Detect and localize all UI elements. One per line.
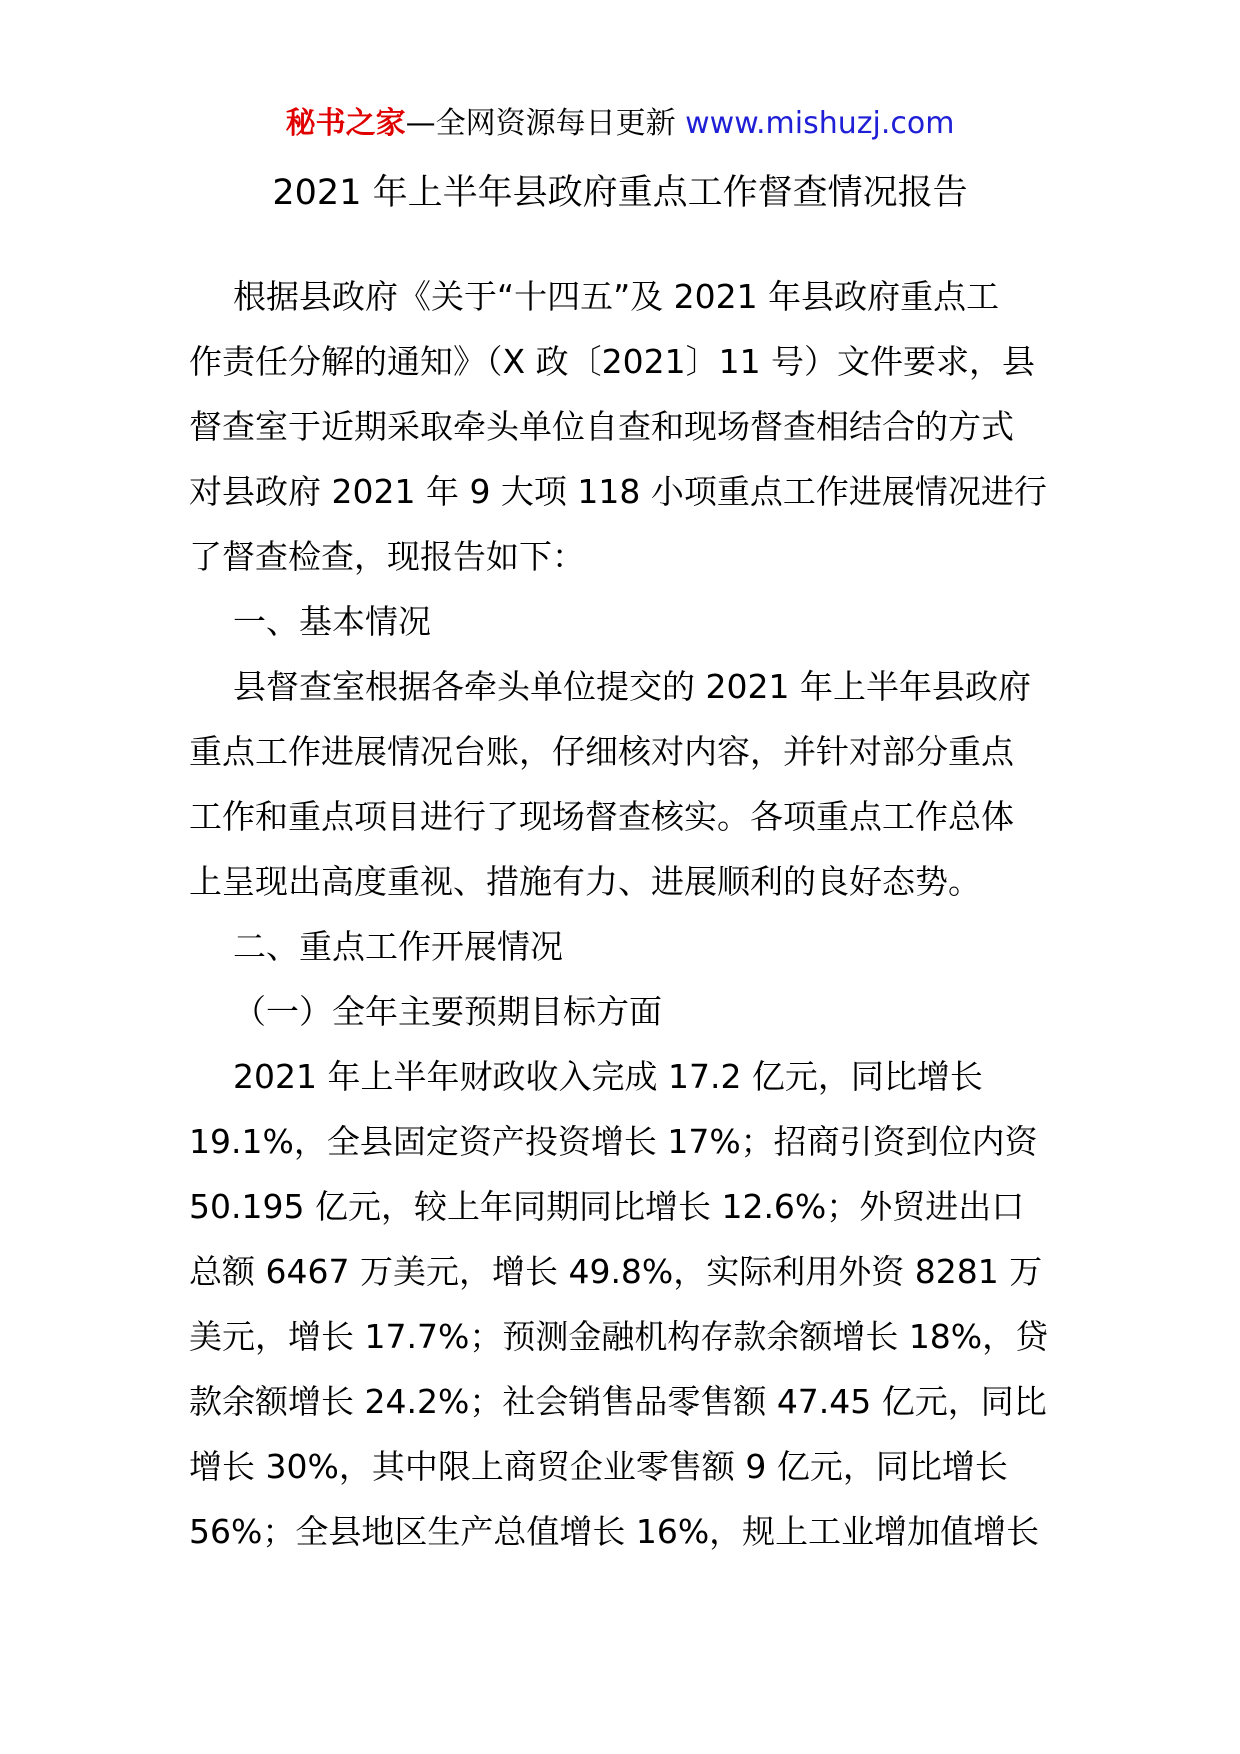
header-tagline: —全网资源每日更新 <box>405 106 686 141</box>
section-heading: 一、基本情况 <box>233 602 431 641</box>
brand-name: 秘书之家 <box>285 106 406 141</box>
paragraph-line: 总额 6467 万美元，增长 49.8%，实际利用外资 8281 万 <box>189 1252 1043 1291</box>
paragraph-line: 美元，增长 17.7%；预测金融机构存款余额增长 18%，贷 <box>189 1317 1049 1356</box>
paragraph-line: 增长 30%，其中限上商贸企业零售额 9 亿元，同比增长 <box>189 1447 1008 1486</box>
paragraph-line: 19.1%，全县固定资产投资增长 17%；招商引资到位内资 <box>189 1122 1038 1161</box>
site-header <box>0 102 1240 146</box>
paragraph-line: 上呈现出高度重视、措施有力、进展顺利的良好态势。 <box>189 862 981 901</box>
paragraph-line: 对县政府 2021 年 9 大项 118 小项重点工作进展情况进行 <box>189 472 1047 511</box>
site-url-link[interactable]: www.mishuzj.com <box>685 106 955 141</box>
paragraph-line: 重点工作进展情况台账，仔细核对内容，并针对部分重点 <box>189 732 1014 771</box>
paragraph-line: 2021 年上半年财政收入完成 17.2 亿元，同比增长 <box>233 1057 983 1096</box>
paragraph-line: 工作和重点项目进行了现场督查核实。各项重点工作总体 <box>189 797 1014 836</box>
subsection-heading: （一）全年主要预期目标方面 <box>233 992 662 1031</box>
paragraph-line: 督查室于近期采取牵头单位自查和现场督查相结合的方式 <box>189 407 1014 446</box>
paragraph-line: 了督查检查，现报告如下： <box>189 537 585 576</box>
document-body <box>189 264 1069 1564</box>
paragraph-line: 县督查室根据各牵头单位提交的 2021 年上半年县政府 <box>233 667 1031 706</box>
section-heading: 二、重点工作开展情况 <box>233 927 563 966</box>
paragraph-line: 根据县政府《关于“十四五”及 2021 年县政府重点工 <box>233 277 1000 316</box>
paragraph-line: 50.195 亿元，较上年同期同比增长 12.6%；外贸进出口 <box>189 1187 1025 1226</box>
document-title: 2021 年上半年县政府重点工作督查情况报告 <box>272 173 968 213</box>
paragraph-line: 作责任分解的通知》（X 政〔2021〕11 号）文件要求，县 <box>189 342 1036 381</box>
paragraph-line: 款余额增长 24.2%；社会销售品零售额 47.45 亿元，同比 <box>189 1382 1047 1421</box>
paragraph-line: 56%；全县地区生产总值增长 16%，规上工业增加值增长 <box>189 1512 1040 1551</box>
